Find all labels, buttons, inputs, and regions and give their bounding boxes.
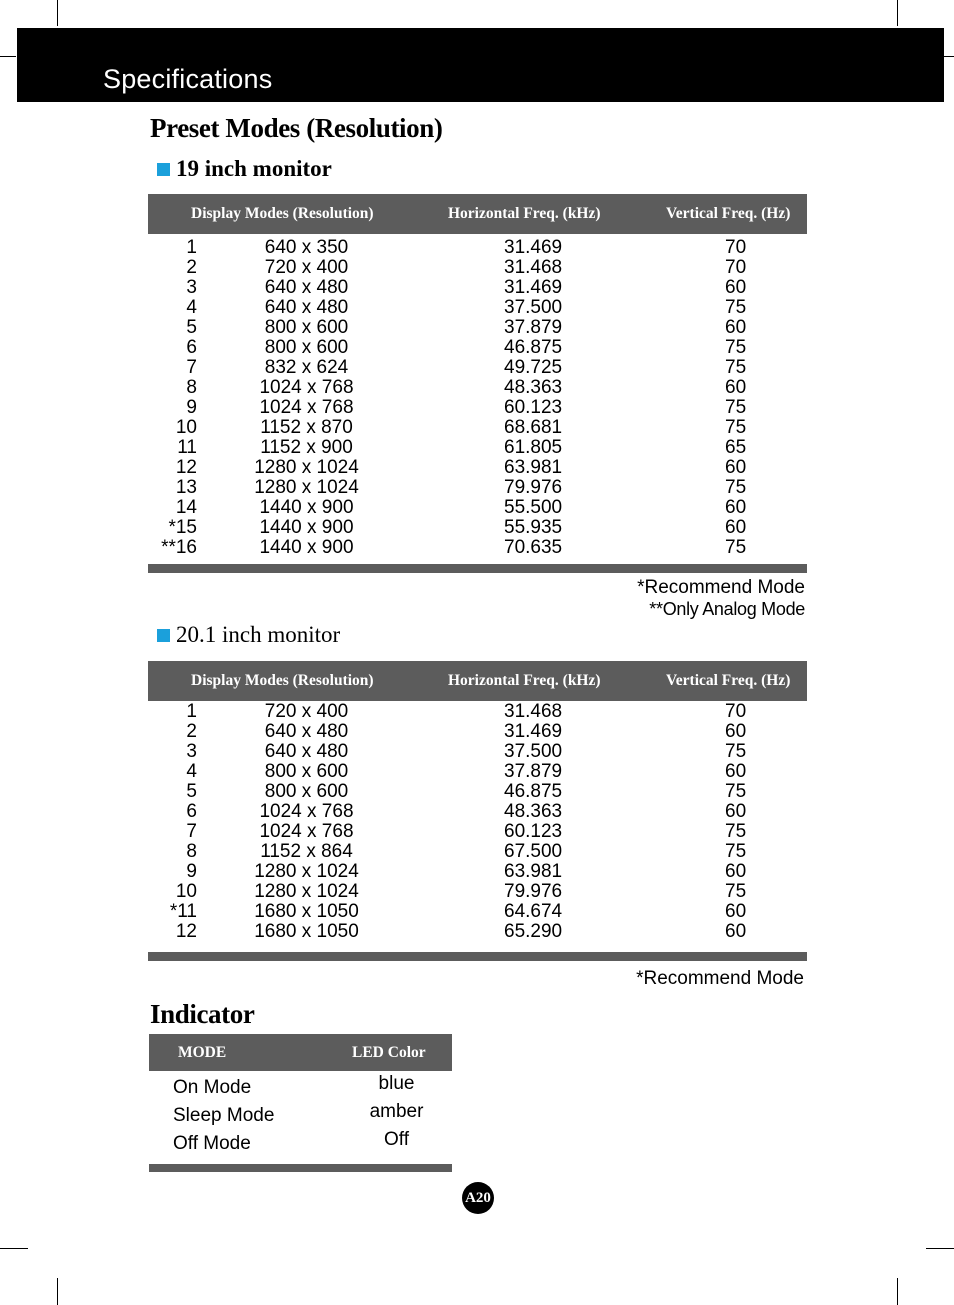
mode-number-cell: 4 [186, 761, 197, 782]
horizontal-freq-cell: 46.875 [504, 781, 563, 802]
resolution-cell: 1152 x 870 [260, 417, 353, 438]
horizontal-freq-cell: 79.976 [504, 477, 563, 498]
horizontal-freq-cell: 79.976 [504, 881, 563, 902]
table-row [148, 722, 807, 742]
resolution-cell: 1024 x 768 [259, 377, 354, 398]
mode-number-cell: 7 [186, 357, 197, 378]
crop-mark [897, 1278, 898, 1305]
table-row [148, 518, 807, 538]
page-number-badge: A20 [462, 1182, 494, 1214]
mode-number-cell: 8 [186, 377, 197, 398]
column-header-hfreq: Horizontal Freq. (kHz) [448, 672, 601, 689]
column-header-vfreq: Vertical Freq. (Hz) [666, 672, 791, 689]
mode-number-cell: 1 [186, 701, 197, 722]
resolution-cell: 1280 x 1024 [254, 457, 359, 478]
table-row [148, 478, 807, 498]
mode-number-cell: *15 [168, 517, 197, 538]
table-201-footer-bar [148, 952, 807, 961]
horizontal-freq-cell: 68.681 [504, 417, 563, 438]
table-row [148, 782, 807, 802]
table-row [148, 702, 807, 722]
table-row [148, 538, 807, 558]
note-only-analog-mode: **Only Analog Mode [649, 599, 805, 619]
resolution-cell: 800 x 600 [264, 781, 349, 802]
horizontal-freq-cell: 31.469 [504, 721, 563, 742]
resolution-cell: 1680 x 1050 [254, 901, 359, 922]
column-header-modes: Display Modes (Resolution) [191, 672, 374, 689]
horizontal-freq-cell: 65.290 [504, 921, 563, 942]
monitor-19-heading [157, 156, 332, 182]
resolution-cell: 1024 x 768 [259, 801, 354, 822]
resolution-cell: 640 x 350 [264, 237, 349, 258]
indicator-table-header [149, 1034, 452, 1071]
vertical-freq-cell: 70 [725, 257, 747, 278]
mode-number-cell: 5 [186, 317, 197, 338]
column-header-vfreq: Vertical Freq. (Hz) [666, 205, 791, 222]
vertical-freq-cell: 60 [725, 277, 747, 298]
horizontal-freq-cell: 61.805 [504, 437, 563, 458]
mode-number-cell: 6 [186, 337, 197, 358]
table-row [148, 278, 807, 298]
table-201-header [148, 661, 807, 701]
horizontal-freq-cell: 31.468 [504, 701, 563, 722]
horizontal-freq-cell: 37.500 [504, 741, 563, 762]
table-201-body [148, 702, 807, 942]
table-row [148, 742, 807, 762]
vertical-freq-cell: 60 [725, 761, 747, 782]
horizontal-freq-cell: 49.725 [504, 357, 563, 378]
table-row [149, 1103, 452, 1131]
horizontal-freq-cell: 67.500 [504, 841, 563, 862]
vertical-freq-cell: 60 [725, 721, 747, 742]
table-row [148, 802, 807, 822]
table-row [148, 238, 807, 258]
vertical-freq-cell: 60 [725, 497, 747, 518]
resolution-cell: 800 x 600 [264, 761, 349, 782]
vertical-freq-cell: 60 [725, 921, 747, 942]
column-header-modes: Display Modes (Resolution) [191, 205, 374, 222]
table-row [148, 762, 807, 782]
resolution-cell: 1024 x 768 [259, 397, 354, 418]
horizontal-freq-cell: 48.363 [504, 801, 563, 822]
vertical-freq-cell: 70 [725, 701, 747, 722]
mode-cell: Off Mode [173, 1133, 251, 1154]
square-bullet-icon [157, 163, 170, 176]
crop-mark [0, 1248, 28, 1249]
horizontal-freq-cell: 63.981 [504, 861, 563, 882]
monitor-19-heading-text: 19 inch monitor [176, 156, 332, 181]
crop-mark [0, 56, 16, 57]
mode-number-cell: 3 [186, 741, 197, 762]
vertical-freq-cell: 60 [725, 317, 747, 338]
vertical-freq-cell: 75 [725, 881, 747, 902]
resolution-cell: 640 x 480 [264, 297, 349, 318]
horizontal-freq-cell: 48.363 [504, 377, 563, 398]
vertical-freq-cell: 75 [725, 337, 747, 358]
table-row [148, 338, 807, 358]
monitor-201-heading [157, 622, 340, 648]
mode-number-cell: 9 [186, 861, 197, 882]
header-title: Specifications [103, 64, 273, 94]
indicator-table-body [149, 1075, 452, 1159]
resolution-cell: 720 x 400 [264, 257, 349, 278]
mode-number-cell: *11 [169, 901, 197, 922]
horizontal-freq-cell: 31.468 [504, 257, 563, 278]
mode-number-cell: 4 [186, 297, 197, 318]
mode-number-cell: 3 [186, 277, 197, 298]
indicator-table-footer-bar [149, 1164, 452, 1172]
horizontal-freq-cell: 55.500 [504, 497, 563, 518]
resolution-cell: 1440 x 900 [259, 497, 354, 518]
column-header-led-color: LED Color [352, 1043, 426, 1061]
table-row [149, 1075, 452, 1103]
mode-number-cell: 12 [175, 921, 197, 942]
vertical-freq-cell: 60 [725, 377, 747, 398]
horizontal-freq-cell: 46.875 [504, 337, 563, 358]
mode-number-cell: 10 [175, 417, 197, 438]
horizontal-freq-cell: 60.123 [504, 397, 563, 418]
indicator-title: Indicator [150, 999, 255, 1029]
table-row [148, 378, 807, 398]
table-row [148, 258, 807, 278]
vertical-freq-cell: 60 [725, 801, 747, 822]
horizontal-freq-cell: 70.635 [504, 537, 563, 558]
vertical-freq-cell: 65 [725, 437, 747, 458]
square-bullet-icon [157, 629, 170, 642]
horizontal-freq-cell: 31.469 [504, 237, 563, 258]
horizontal-freq-cell: 55.935 [504, 517, 563, 538]
led-color-cell: Off [384, 1129, 409, 1150]
mode-number-cell: 7 [186, 821, 197, 842]
mode-number-cell: 13 [175, 477, 197, 498]
preset-modes-title: Preset Modes (Resolution) [150, 113, 443, 143]
table-19-header [148, 194, 807, 234]
resolution-cell: 1440 x 900 [259, 537, 354, 558]
horizontal-freq-cell: 37.879 [504, 317, 563, 338]
mode-number-cell: 1 [186, 237, 197, 258]
horizontal-freq-cell: 64.674 [504, 901, 563, 922]
resolution-cell: 640 x 480 [264, 277, 349, 298]
note-recommend-mode: *Recommend Mode [637, 577, 805, 598]
vertical-freq-cell: 75 [725, 821, 747, 842]
resolution-cell: 1024 x 768 [259, 821, 354, 842]
vertical-freq-cell: 75 [725, 781, 747, 802]
crop-mark [57, 1278, 58, 1305]
table-row [148, 438, 807, 458]
table-row [148, 298, 807, 318]
vertical-freq-cell: 60 [725, 901, 747, 922]
crop-mark [897, 0, 898, 26]
resolution-cell: 1680 x 1050 [254, 921, 359, 942]
vertical-freq-cell: 70 [725, 237, 747, 258]
vertical-freq-cell: 75 [725, 357, 747, 378]
table-row [149, 1131, 452, 1159]
led-color-cell: amber [369, 1101, 424, 1122]
resolution-cell: 720 x 400 [264, 701, 349, 722]
table-row [148, 358, 807, 378]
resolution-cell: 640 x 480 [264, 741, 349, 762]
vertical-freq-cell: 75 [725, 741, 747, 762]
vertical-freq-cell: 60 [725, 457, 747, 478]
table-row [148, 318, 807, 338]
crop-mark [926, 1248, 954, 1249]
table-row [148, 498, 807, 518]
vertical-freq-cell: 75 [725, 397, 747, 418]
note-recommend-mode: *Recommend Mode [636, 968, 804, 989]
vertical-freq-cell: 75 [725, 477, 747, 498]
mode-number-cell: 9 [186, 397, 197, 418]
resolution-cell: 1440 x 900 [259, 517, 354, 538]
resolution-cell: 800 x 600 [264, 317, 349, 338]
mode-number-cell: 6 [186, 801, 197, 822]
vertical-freq-cell: 75 [725, 841, 747, 862]
vertical-freq-cell: 75 [725, 417, 747, 438]
mode-number-cell: 2 [186, 257, 197, 278]
mode-number-cell: 2 [186, 721, 197, 742]
vertical-freq-cell: 60 [725, 861, 747, 882]
table-row [148, 398, 807, 418]
mode-number-cell: **16 [161, 537, 197, 558]
table-19-body [148, 238, 807, 558]
led-color-cell: blue [378, 1073, 415, 1094]
mode-number-cell: 11 [177, 437, 197, 458]
resolution-cell: 800 x 600 [264, 337, 349, 358]
table-19-footer-bar [148, 564, 807, 573]
horizontal-freq-cell: 37.500 [504, 297, 563, 318]
resolution-cell: 832 x 624 [264, 357, 349, 378]
resolution-cell: 1152 x 900 [260, 437, 353, 458]
mode-number-cell: 14 [175, 497, 197, 518]
horizontal-freq-cell: 37.879 [504, 761, 563, 782]
resolution-cell: 640 x 480 [264, 721, 349, 742]
resolution-cell: 1280 x 1024 [254, 861, 359, 882]
resolution-cell: 1280 x 1024 [254, 881, 359, 902]
table-row [148, 822, 807, 842]
resolution-cell: 1280 x 1024 [254, 477, 359, 498]
mode-cell: On Mode [173, 1077, 252, 1098]
vertical-freq-cell: 75 [725, 297, 747, 318]
mode-cell: Sleep Mode [173, 1105, 275, 1126]
resolution-cell: 1152 x 864 [260, 841, 353, 862]
table-row [148, 862, 807, 882]
mode-number-cell: 12 [175, 457, 197, 478]
table-row [148, 922, 807, 942]
column-header-hfreq: Horizontal Freq. (kHz) [448, 205, 601, 222]
horizontal-freq-cell: 31.469 [504, 277, 563, 298]
horizontal-freq-cell: 60.123 [504, 821, 563, 842]
crop-mark [57, 0, 58, 26]
monitor-201-heading-text: 20.1 inch monitor [176, 622, 341, 647]
mode-number-cell: 5 [186, 781, 197, 802]
horizontal-freq-cell: 63.981 [504, 457, 563, 478]
table-row [148, 882, 807, 902]
header-bar [17, 28, 944, 102]
table-row [148, 458, 807, 478]
vertical-freq-cell: 60 [725, 517, 747, 538]
table-row [148, 842, 807, 862]
mode-number-cell: 10 [175, 881, 197, 902]
mode-number-cell: 8 [186, 841, 197, 862]
column-header-mode: MODE [178, 1043, 227, 1061]
table-row [148, 902, 807, 922]
vertical-freq-cell: 75 [725, 537, 747, 558]
table-row [148, 418, 807, 438]
